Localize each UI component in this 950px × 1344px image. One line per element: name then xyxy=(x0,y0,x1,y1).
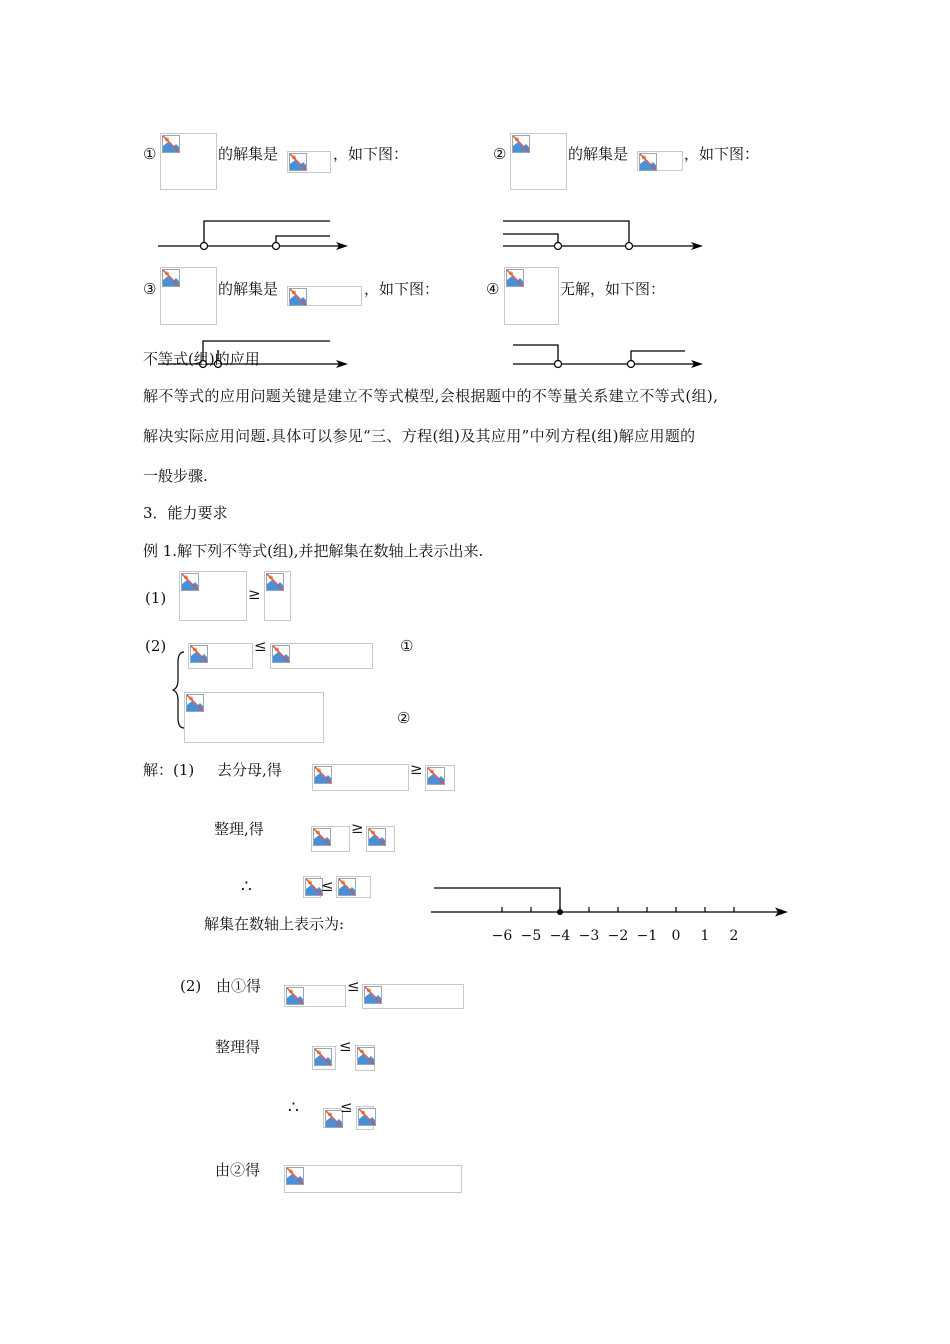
tick-label: 0 xyxy=(671,928,681,944)
broken-image-icon xyxy=(512,135,530,153)
broken-image-icon xyxy=(364,986,382,1004)
case-1-marker: ① xyxy=(143,145,157,163)
broken-image-icon xyxy=(272,645,290,663)
broken-image-icon xyxy=(314,1048,332,1066)
broken-image-icon xyxy=(368,828,386,846)
formula-image xyxy=(188,643,253,669)
tick-label: −1 xyxy=(636,928,658,944)
solution-step: 由①得 xyxy=(216,977,262,995)
paragraph-line: 解决实际应用问题.具体可以参见“三、方程(组)及其应用”中列方程(组)解应用题的 xyxy=(143,427,696,445)
tick-label: −5 xyxy=(520,928,542,944)
case-3-text: 的解集是 xyxy=(218,280,279,298)
formula-image xyxy=(270,643,373,669)
case-1-tail: ，如下图： xyxy=(333,145,409,163)
broken-image-icon xyxy=(338,878,356,896)
broken-image-icon xyxy=(286,1167,304,1185)
geq-sign: ≥ xyxy=(351,819,364,837)
broken-image-icon xyxy=(506,269,524,287)
formula-image xyxy=(287,286,362,306)
problem-label: (2) xyxy=(180,977,202,995)
solution-step: 整理得 xyxy=(215,1038,261,1056)
broken-image-icon xyxy=(639,153,657,171)
broken-image-icon xyxy=(314,766,332,784)
formula-image xyxy=(184,692,324,743)
geq-sign: ≥ xyxy=(248,585,261,603)
formula-image xyxy=(362,984,464,1009)
broken-image-icon xyxy=(313,828,331,846)
case-3-tail: ，如下图： xyxy=(364,280,440,298)
number-line-case-1 xyxy=(155,212,355,254)
solution-label: 解：(1) xyxy=(143,761,195,779)
case-2-marker: ② xyxy=(493,145,507,163)
formula-image xyxy=(160,133,217,190)
solution-step: 由②得 xyxy=(215,1161,261,1179)
formula-image xyxy=(311,826,350,852)
broken-image-icon xyxy=(358,1108,376,1126)
broken-image-icon xyxy=(289,288,307,306)
equation-marker: ② xyxy=(397,709,411,727)
broken-image-icon xyxy=(162,269,180,287)
tick-label: −4 xyxy=(549,928,571,944)
formula-image xyxy=(336,876,371,898)
section-heading: 不等式(组)的应用 xyxy=(143,350,260,368)
formula-image xyxy=(355,1045,375,1071)
subsection-heading: 3．能力要求 xyxy=(143,504,228,522)
case-3-marker: ③ xyxy=(143,280,157,298)
leq-sign: ≤ xyxy=(254,637,267,655)
broken-image-icon xyxy=(427,767,445,785)
formula-image xyxy=(264,571,291,621)
formula-image xyxy=(179,571,247,621)
tick-label: −3 xyxy=(578,928,600,944)
number-line-caption: 解集在数轴上表示为: xyxy=(204,915,345,933)
formula-image xyxy=(160,267,217,325)
formula-image xyxy=(504,267,559,325)
formula-image xyxy=(312,764,409,791)
formula-image xyxy=(312,1046,336,1070)
formula-image xyxy=(303,876,321,898)
solution-number-line xyxy=(428,880,798,950)
problem-label: (2) xyxy=(145,637,167,655)
tick-label: −2 xyxy=(607,928,629,944)
solution-step: 去分母,得 xyxy=(217,761,282,779)
case-2-text: 的解集是 xyxy=(568,145,629,163)
tick-label: 1 xyxy=(700,928,710,944)
therefore-symbol: ∴ xyxy=(288,1098,299,1118)
equation-marker: ① xyxy=(400,637,414,655)
broken-image-icon xyxy=(286,987,304,1005)
paragraph-line: 解不等式的应用问题关键是建立不等式模型,会根据题中的不等量关系建立不等式(组), xyxy=(143,387,719,405)
broken-image-icon xyxy=(162,135,180,153)
formula-image xyxy=(510,133,567,190)
case-2-tail: ，如下图： xyxy=(684,145,760,163)
geq-sign: ≥ xyxy=(410,760,423,778)
solution-step: 整理,得 xyxy=(214,820,264,838)
broken-image-icon xyxy=(186,694,204,712)
formula-image xyxy=(284,985,346,1007)
broken-image-icon xyxy=(266,573,284,591)
case-1-text: 的解集是 xyxy=(218,145,279,163)
leq-sign: ≤ xyxy=(340,1098,353,1116)
leq-sign: ≤ xyxy=(321,877,334,895)
formula-image xyxy=(287,151,331,173)
tick-label: −6 xyxy=(491,928,513,944)
formula-image xyxy=(366,826,395,852)
case-4-marker: ④ xyxy=(486,280,500,298)
formula-image xyxy=(425,765,455,791)
broken-image-icon xyxy=(357,1047,375,1065)
tick-label: 2 xyxy=(729,928,739,944)
number-line-case-4 xyxy=(510,334,710,374)
broken-image-icon xyxy=(289,153,307,171)
example-title: 例 1.解下列不等式(组),并把解集在数轴上表示出来. xyxy=(143,542,484,560)
formula-image xyxy=(356,1106,374,1130)
broken-image-icon xyxy=(190,645,208,663)
leq-sign: ≤ xyxy=(339,1037,352,1055)
number-line-case-2 xyxy=(500,212,710,254)
formula-image xyxy=(284,1165,462,1193)
formula-image xyxy=(637,151,683,171)
case-4-text: 无解，如下图： xyxy=(560,280,666,298)
broken-image-icon xyxy=(181,573,199,591)
problem-label: (1) xyxy=(145,589,167,607)
paragraph-line: 一般步骤. xyxy=(143,467,208,485)
leq-sign: ≤ xyxy=(347,977,360,995)
therefore-symbol: ∴ xyxy=(241,877,252,897)
formula-image xyxy=(323,1108,341,1128)
